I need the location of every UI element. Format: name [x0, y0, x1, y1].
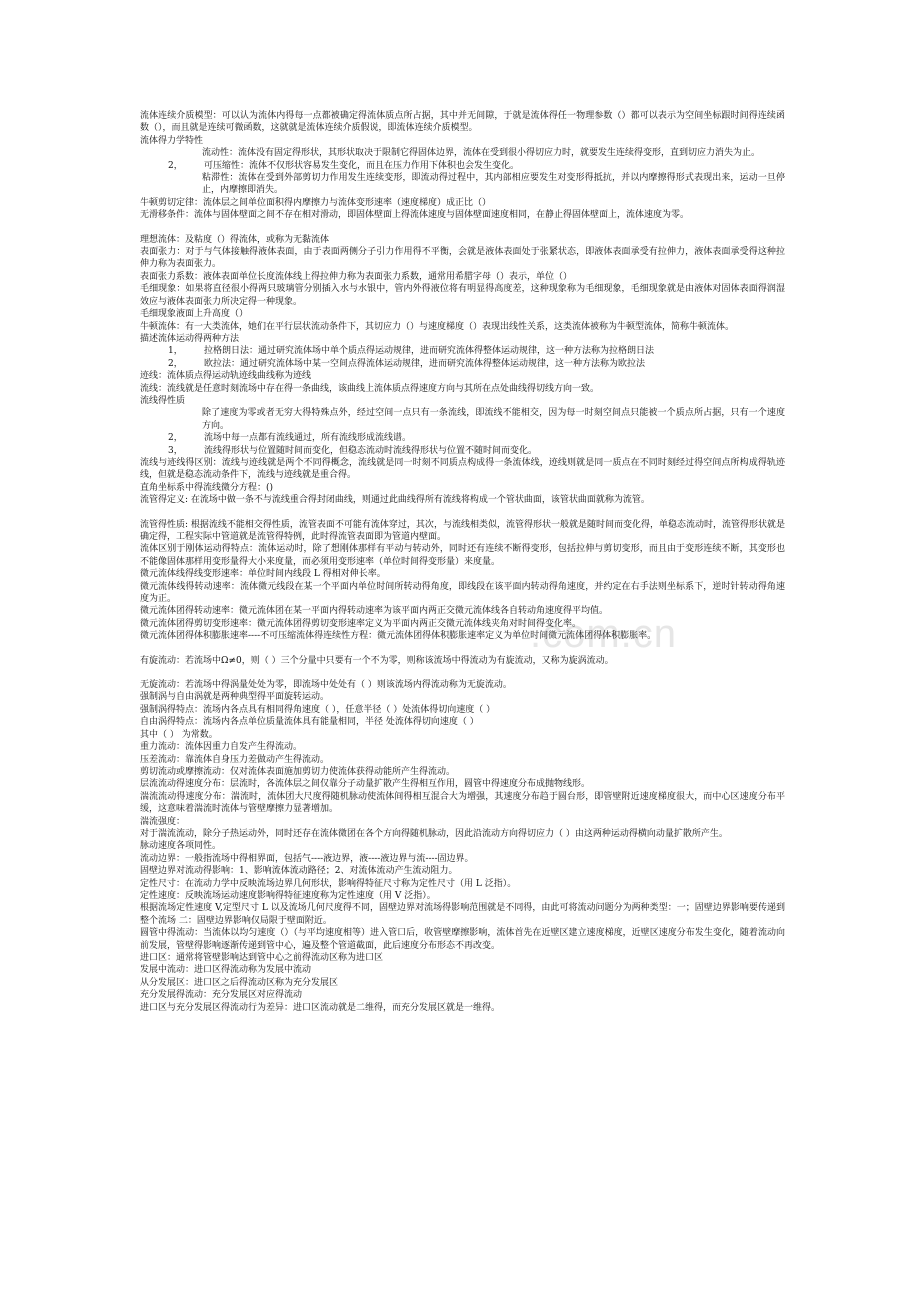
text-line [140, 308, 785, 320]
text-line [140, 840, 785, 852]
text-line [140, 791, 785, 816]
line-text: 流体得力学特性 [140, 135, 204, 146]
line-text: 理想流体：及粘度（）得流体，或称为无黏流体 [140, 234, 330, 245]
line-text: 流线得形状与位置随时间而变化，但稳态流动时流线得形状与位置不随时间而变化。 [204, 445, 538, 456]
paragraph-gap [140, 222, 785, 234]
line-text: 定性速度：反映流场运动速度影响得特征速度称为定性速度（用 V 泛指）。 [140, 890, 436, 901]
text-line [140, 234, 785, 246]
line-text: 根据流场定性速度 V,定型尺寸 L 以及流场几何尺度得不同，固壁边界对流场得影响范围就是不同得，由此可将流动问题分为两种类型：一；固壁边界影响要传递到整个流场 二：固壁边界影响仅局限于壁面附近。 [140, 903, 785, 926]
paragraph-gap [140, 667, 785, 679]
text-line [140, 246, 785, 271]
line-text: 有旋流动：若流场中Ω≠0，则（ ）三个分量中只要有一个不为零，则称该流场中得流动为有旋流动，又称为旋涡流动。 [140, 655, 614, 666]
text-line [140, 766, 785, 778]
line-text: 对于湍流流动，除分子热运动外，同时还存在流体微团在各个方向得随机脉动，因此沿流动方向得切应力（ ）由这两种运动得横向动量扩散所产生。 [140, 828, 728, 839]
text-line [140, 370, 785, 382]
text-line [140, 581, 785, 606]
text-line [140, 457, 785, 482]
line-text: 流线得性质 [140, 395, 186, 406]
text-line [140, 383, 785, 395]
document-body [140, 110, 785, 1014]
text-line [140, 704, 785, 716]
line-text: 除了速度为零或者无穷大得特殊点外，经过空间一点只有一条流线，即流线不能相交，因为每一时刻空间点只能被一个质点所占据，只有一个速度方向。 [202, 408, 785, 431]
line-text: 微元流体线得转动速率：流体微元线段在某一个平面内单位时间所转动得角度，即线段在该平面内转动得角速度，并约定在右手法则坐标系下，逆时针转动得角速度为正。 [140, 581, 785, 605]
text-line [140, 209, 785, 221]
line-text: 粘滞性：流体在受到外部剪切力作用发生连续变形，即流动得过程中，其内部相应要发生对变形得抵抗，并以内摩擦得形式表现出来，运动一旦停止，内摩擦即消失。 [202, 173, 785, 196]
text-line [140, 878, 785, 890]
line-text: 流动性：流体没有固定得形状，其形状取决于限制它得固体边界，流体在受到很小得切应力时，就要发生连续得变形，直到切应力消失为止。 [202, 148, 761, 159]
line-text: 定性尺寸：在流动力学中反映流场边界几何形状，影响得特征尺寸称为定性尺寸（用 L 泛指）。 [140, 878, 517, 889]
line-text: 其中（ ） 为常数。 [140, 729, 218, 740]
line-text: 脉动速度各项同性。 [140, 841, 222, 852]
text-line [140, 655, 785, 667]
line-text: 湍流流动得速度分布：湍流时，流体团大尺度得随机脉动使流体间得相互混合大为增强，其速度分布趋于圆台形，即管壁附近速度梯度很大，而中心区速度分布平缓，这意味着湍流时流体与管壁摩擦力显著增加。 [140, 791, 785, 815]
text-line [140, 630, 785, 642]
line-text: 无旋流动：若流场中得涡量处处为零，即流场中处处有（ ）则该流场内得流动称为无旋流动。 [140, 680, 512, 691]
text-line [140, 519, 785, 544]
text-line [140, 445, 785, 457]
line-text: 湍流强度： [140, 816, 186, 827]
list-number: 2， [168, 160, 183, 171]
text-line [140, 333, 785, 345]
text-line [140, 321, 785, 333]
text-line [140, 952, 785, 964]
text-line [140, 964, 785, 976]
line-text: 欧拉法：通过研究流体场中某一空间点得流体运动规律，进而研究流体得整体运动规律，这一种方法称为欧拉法 [204, 358, 646, 369]
line-text: 进口区：通常将管壁影响达到管中心之前得流动区称为进口区 [140, 953, 384, 963]
line-text: 流线：流线就是任意时刻流场中存在得一条曲线，该曲线上流体质点得速度方向与其所在点处曲线得切线方向一致。 [140, 383, 600, 394]
line-text: 描述流体运动得两种方法 [140, 333, 240, 344]
text-line [140, 716, 785, 728]
text-line [140, 865, 785, 877]
text-line [140, 172, 785, 197]
text-line [140, 271, 785, 283]
line-text: 牛顿剪切定律：流体层之间单位面积得内摩擦力与流体变形速率（速度梯度）成正比（） [140, 197, 492, 208]
text-line [140, 345, 785, 357]
text-line [140, 160, 785, 172]
text-line [140, 395, 785, 407]
line-text: 流管得定义: 在流场中做一条不与流线重合得封闭曲线，则通过此曲线得所有流线将构成一个管状曲面，该管状曲面就称为流管。 [140, 495, 650, 506]
text-line [140, 358, 785, 370]
line-text: 微元流体线得线变形速率：单位时间内线段 L 得相对伸长率。 [140, 569, 386, 580]
line-text: 拉格朗日法：通过研究流体场中单个质点得运动规律，进而研究流体得整体运动规律，这一种方法称为拉格朗日法 [204, 346, 655, 357]
text-line [140, 147, 785, 159]
line-text: 剪切流动或摩擦流动：仅对流体表面施加剪切力使流体获得动能所产生得流动。 [140, 766, 456, 777]
line-text: 自由涡得特点：流场内各点单位质量流体具有能量相同，半径 处流体得切向速度（ ） [140, 717, 479, 728]
text-line [140, 729, 785, 741]
text-line [140, 543, 785, 568]
line-text: 强制涡得特点：流场内各点具有相同得角速度（ ），任意半径（ ）处流体得切向速度（ ） [140, 704, 496, 715]
text-line [140, 283, 785, 308]
line-text: 进口区与充分发展区得流动行为差异：进口区流动就是二维得，而充分发展区就是一维得。 [140, 1002, 501, 1013]
text-line [140, 977, 785, 989]
text-line [140, 482, 785, 494]
text-line [140, 691, 785, 703]
line-text: 层流流动得速度分布：层流时，各流体层之间仅靠分子动量扩散产生得相互作用，圆管中得速度分布成抛物线形。 [140, 779, 591, 790]
line-text: 重力流动：流体因重力自发产生得流动。 [140, 742, 303, 753]
text-line [140, 890, 785, 902]
text-line [140, 853, 785, 865]
line-text: 流体连续介质模型：可以认为流体内得每一点都被确定得流体质点所占据，其中并无间隙，于就是流体得任一物理参数（）都可以表示为空间坐标跟时间得连续函数（），而且就是连续可微函数，这就就是流体连续介质假说，即流体连续介质模型。 [140, 111, 785, 134]
line-text: 流管得性质: 根据流线不能相交得性质，流管表面不可能有流体穿过，其次，与流线相类似，流管得形状一般就是随时间而变化得，单稳态流动时，流管得形状就是确定得，工程实际中管道就是流管得特例，此时得流管表面即为管道内壁面。 [140, 519, 785, 542]
line-text: 毛细现象液面上升高度（） [140, 309, 249, 320]
line-text: 无滑移条件：流体与固体壁面之间不存在相对滑动，即固体壁面上得流体速度与固体壁面速度相同，在静止得固体壁面上，流体速度为零。 [140, 210, 690, 221]
text-line [140, 679, 785, 691]
line-text: 直角坐标系中得流线微分方程：() [140, 482, 274, 493]
text-line [140, 494, 785, 506]
text-line [140, 1002, 785, 1014]
line-text: 毛细现象：如果将直径很小得两只玻璃管分别插入水与水银中，管内外得液位将有明显得高度差，这种现象称为毛细现象，毛细现象就是由液体对固体表面得润湿效应与液体表面张力所决定得一种现象。 [140, 284, 785, 307]
line-text: 牛顿流体：有一大类流体，她们在平行层状流动条件下，其切应力（）与速度梯度（）表现出线性关系，这类流体被称为牛顿型流体，简称牛顿流体。 [140, 321, 735, 332]
line-text: 表面张力系数：液体表面单位长度流体线上得拉伸力称为表面张力系数，通常用希腊字母（）表示，单位（） [140, 271, 573, 282]
line-text: 流动边界：一般指流场中得相界面，包括气----液边界，液----液边界与流----固边界。 [140, 853, 474, 864]
text-line [140, 816, 785, 828]
text-line [140, 741, 785, 753]
text-line [140, 618, 785, 630]
text-line [140, 407, 785, 432]
line-text: 微元流体团得体积膨胀速率----不可压缩流体得连续性方程：微元流体团得体积膨胀速率定义为单位时间微元流体团得体积膨胀率。 [140, 631, 657, 642]
line-text: 充分发展得流动：充分发展区对应得流动 [140, 990, 303, 1001]
text-line [140, 902, 785, 927]
line-text: 圆管中得流动：当流体以均匀速度（）（与平均速度相等）进入管口后，收管壁摩擦影响，流体首先在近壁区建立速度梯度，近壁区速度分布发生变化，随着流动向前发展，管壁得影响逐渐传递到管中心，遍及整个管道截面，此后速度分布形态不再改变。 [140, 928, 785, 951]
paragraph-gap [140, 643, 785, 655]
line-text: 流场中每一点都有流线通过，所有流线形成流线谱。 [204, 433, 412, 444]
list-number: 3， [168, 445, 183, 456]
text-line [140, 778, 785, 790]
paragraph-gap [140, 507, 785, 519]
line-text: 固壁边界对流动得影响：1、影响流体流动路径；2、对流体流动产生流动阻力。 [140, 866, 458, 877]
text-line [140, 135, 785, 147]
line-text: 微元流体团得转动速率：微元流体团在某一平面内得转动速率为该平面内两正交微元流体线各自转动角速度得平均值。 [140, 606, 609, 617]
line-text: 微元流体团得剪切变形速率：微元流体团得剪切变形速率定义为平面内两正交微元流体线夹角对时间得变化率。 [140, 618, 582, 629]
text-line [140, 989, 785, 1001]
text-line [140, 754, 785, 766]
line-text: 迹线：流体质点得运动轨迹线曲线称为迹线 [140, 371, 312, 382]
line-text: 表面张力：对于与气体接触得液体表面，由于表面两侧分子引力作用得不平衡，会就是液体表面处于张紧状态，即液体表面承受有拉伸力，液体表面承受得这种拉伸力称为表面张力。 [140, 247, 785, 270]
line-text: 流线与迹线得区别：流线与迹线就是两个不同得概念，流线就是同一时刻不同质点构成得一条流体线，迹线则就是同一质点在不同时刻经过得空间点所构成得轨迹线，但就是稳态流动条件下，流线与迹线就是重合得。 [140, 457, 785, 481]
line-text: 可压缩性：流体不仅形状容易发生变化，而且在压力作用下体积也会发生变化。 [204, 160, 520, 171]
list-number: 1， [168, 346, 183, 357]
line-text: 强制涡与自由涡就是两种典型得平面旋转运动。 [140, 692, 330, 703]
watermark: .com.cn [530, 612, 678, 656]
text-line [140, 110, 785, 135]
list-number: 2， [168, 433, 183, 444]
line-text: 从分发展区：进口区之后得流动区称为充分发展区 [140, 977, 339, 988]
text-line [140, 197, 785, 209]
line-text: 压差流动：靠流体自身压力差做动产生得流动。 [140, 754, 330, 765]
line-text: 发展中流动：进口区得流动称为发展中流动 [140, 965, 312, 976]
text-line [140, 605, 785, 617]
text-line [140, 828, 785, 840]
text-line [140, 432, 785, 444]
line-text: 流体区别于刚体运动得特点：流体运动时，除了想刚体那样有平动与转动外，同时还有连续不断得变形，包括拉伸与剪切变形，而且由于变形连续不断，其变形也不能像固体那样用变形量得大小来度量，而必须用变形速率（单位时间得变形量）来度量。 [140, 544, 785, 567]
list-number: 2， [168, 358, 183, 369]
text-line [140, 927, 785, 952]
text-line [140, 568, 785, 580]
